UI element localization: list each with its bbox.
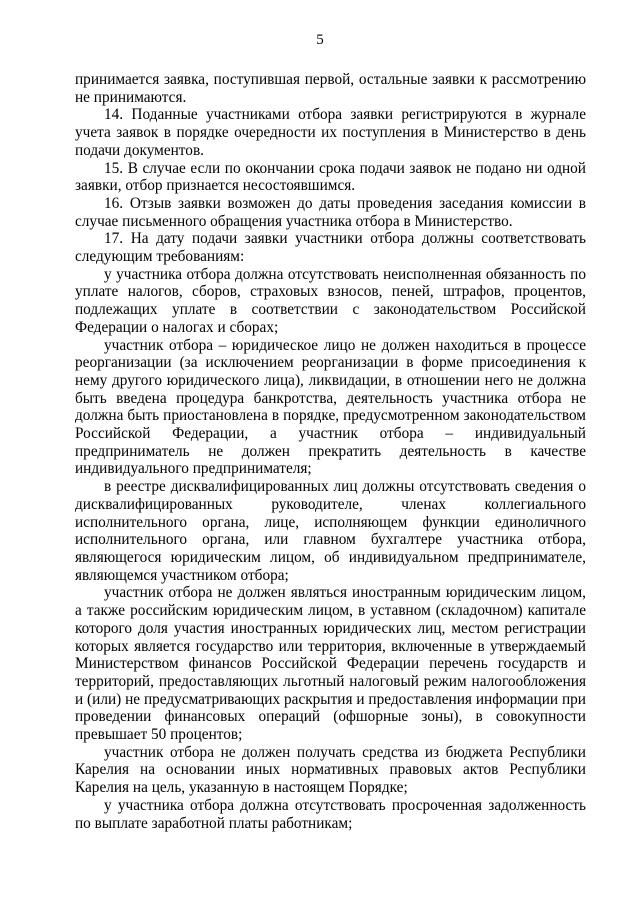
requirement-no-other-budget-funds: участник отбора не должен получать средства из бюджета Республики Карелия на основании иных нормативных правовых актов Республики Карелия на цель, указанную в настоящем Порядке; — [75, 743, 586, 797]
requirement-no-wage-arrears: у участника отбора должна отсутствовать просроченная задолженность по выплате заработной платы работникам; — [75, 796, 586, 832]
page-number: 5 — [316, 32, 324, 48]
paragraph-item-14: 14. Поданные участниками отбора заявки регистрируются в журнале учета заявок в порядке очередности их поступления в Министерство в день подачи документов. — [75, 106, 586, 159]
paragraph-item-16: 16. Отзыв заявки возможен до даты проведения заседания комиссии в случае письменного обращения участника отбора в Министерство. — [75, 194, 586, 230]
paragraph-continuation: принимается заявка, поступившая первой, остальные заявки к рассмотрению не принимаются. — [75, 71, 586, 106]
paragraph-item-15: 15. В случае если по окончании срока подачи заявок не подано ни одной заявки, отбор признается несостоявшимся. — [75, 159, 586, 195]
requirement-no-disqualified-persons: в реестре дисквалифицированных лиц должны отсутствовать сведения о дисквалифицированных руководителе, членах коллегиального исполнительного органа, лице, исполняющем функции единоличного исполнительного органа, или главном бухгалтере участника отбора, являющегося юридическим лицом, об индивидуальном предпринимателе, являющемся участником отбора; — [75, 478, 586, 584]
requirement-no-reorganization: участник отбора – юридическое лицо не должен находиться в процессе реорганизации (за исключением реорганизации в форме присоединения к нему другого юридического лица), ликвидации, в отношении него не должна быть введена процедура банкротства, деятельность участника отбора не должна быть приостановлена в порядке, предусмотренном законодательством Российской Федерации, а участник отбора – индивидуальный предприниматель не должен прекратить деятельность в качестве индивидуального предпринимателя; — [75, 336, 586, 478]
requirement-no-tax-debt: у участника отбора должна отсутствовать неисполненная обязанность по уплате налогов, сборов, страховых взносов, пеней, штрафов, процентов, подлежащих уплате в соответствии с законодательством Российской Федерации о налогах и сборах; — [75, 265, 586, 336]
requirement-not-foreign-entity: участник отбора не должен являться иностранным юридическим лицом, а также российским юридическим лицом, в уставном (складочном) капитале которого доля участия иностранных юридических лиц, местом регистрации которых является государство или территория, включенные в утверждаемый Министерством финансов Российской Федерации перечень государств и территорий, предоставляющих льготный налоговый режим налогообложения и (или) не предусматривающих раскрытия и предоставления информации при проведении финансовых операций (офшорные зоны), в совокупности превышает 50 процентов; — [75, 584, 586, 744]
paragraph-item-17: 17. На дату подачи заявки участники отбора должны соответствовать следующим требованиям: — [75, 230, 586, 266]
document-body — [75, 71, 586, 832]
